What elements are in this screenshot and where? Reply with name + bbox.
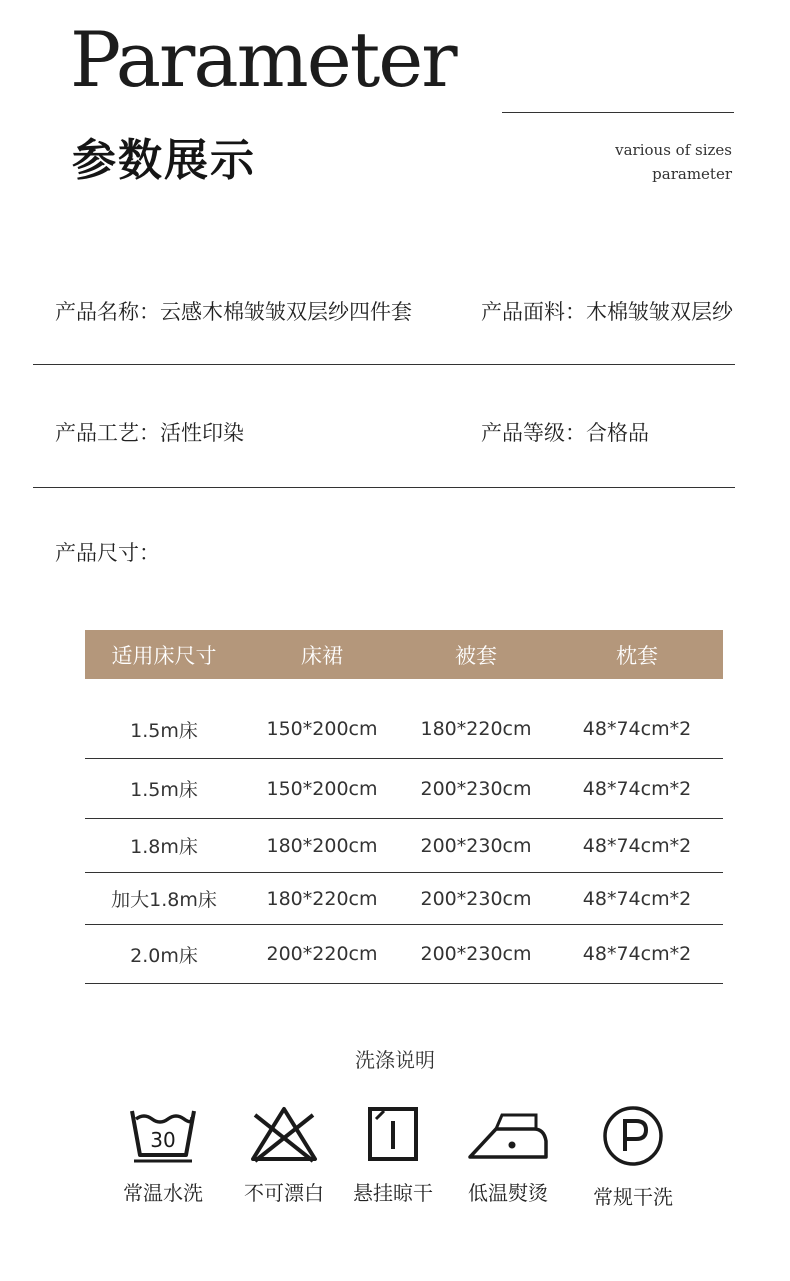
- table-row: [85, 759, 723, 819]
- subtitle-line-1: various of sizes: [615, 141, 732, 159]
- title-chinese: 参数展示: [72, 135, 256, 186]
- header-duvet-cover: 被套: [455, 643, 497, 668]
- title-english: Parameter: [70, 15, 456, 104]
- care-item-dry-clean: [578, 1105, 688, 1210]
- dry-clean-p-icon: [598, 1105, 668, 1167]
- cell-duvet-cover: 180*220cm: [420, 718, 532, 740]
- cell-bed-size: 1.5m床: [130, 779, 198, 801]
- cell-duvet-cover: 200*230cm: [420, 887, 532, 910]
- product-name: 产品名称：云感木棉皱皱双层纱四件套: [55, 300, 412, 324]
- table-row: [85, 700, 723, 759]
- care-label-hang-dry: 悬挂晾干: [353, 1181, 433, 1205]
- product-fabric: 产品面料：木棉皱皱双层纱: [481, 300, 733, 324]
- cell-bed-size: 1.5m床: [130, 719, 198, 742]
- divider-2: [33, 487, 735, 488]
- care-label-bleach: 不可漂白: [244, 1181, 324, 1205]
- table-row: [85, 819, 723, 873]
- care-label-wash: 常温水洗: [123, 1181, 203, 1205]
- cell-duvet-cover: 200*230cm: [420, 943, 532, 965]
- care-item-bleach: [229, 1105, 339, 1206]
- cell-duvet-cover: 200*230cm: [420, 834, 532, 857]
- cell-bed-skirt: 180*220cm: [266, 887, 378, 910]
- no-bleach-icon: [249, 1105, 319, 1163]
- cell-bed-skirt: 150*200cm: [266, 718, 378, 740]
- care-title: 洗涤说明: [355, 1048, 435, 1072]
- care-label-dry-clean: 常规干洗: [593, 1185, 673, 1209]
- cell-bed-size: 1.8m床: [130, 836, 198, 858]
- cell-bed-skirt: 180*200cm: [266, 834, 378, 857]
- header-pillowcase: 枕套: [616, 643, 658, 668]
- hang-dry-icon: [358, 1105, 428, 1163]
- cell-pillowcase: 48*74cm*2: [582, 718, 692, 740]
- divider-1: [33, 364, 735, 365]
- cell-bed-skirt: 200*220cm: [266, 943, 378, 965]
- header-bed-size: 适用床尺寸: [111, 643, 217, 668]
- product-size-label: 产品尺寸：: [55, 541, 160, 565]
- table-row: [85, 873, 723, 925]
- cell-pillowcase: 48*74cm*2: [582, 887, 692, 910]
- cell-pillowcase: 48*74cm*2: [582, 943, 692, 965]
- wash-temp-text: 30: [150, 1128, 176, 1152]
- size-table: [85, 630, 723, 984]
- wash-30-icon: [128, 1105, 198, 1163]
- subtitle-line-2: parameter: [652, 165, 732, 183]
- care-item-hang-dry: [338, 1105, 448, 1206]
- care-label-iron: 低温熨烫: [468, 1181, 548, 1205]
- header-subtitle: [615, 138, 732, 186]
- cell-bed-size: 2.0m床: [130, 944, 198, 967]
- header-bed-skirt: 床裙: [301, 643, 343, 668]
- cell-bed-skirt: 150*200cm: [266, 777, 378, 800]
- product-craft: 产品工艺：活性印染: [55, 421, 244, 445]
- table-row: [85, 925, 723, 984]
- cell-bed-size: 加大1.8m床: [111, 889, 217, 911]
- cell-duvet-cover: 200*230cm: [420, 777, 532, 800]
- iron-low-icon: [466, 1105, 550, 1163]
- product-grade: 产品等级：合格品: [481, 421, 649, 445]
- cell-pillowcase: 48*74cm*2: [582, 777, 692, 800]
- care-item-iron: [453, 1105, 563, 1206]
- care-item-wash: [108, 1105, 218, 1206]
- table-header: [85, 630, 723, 679]
- header-divider: [502, 112, 734, 113]
- cell-pillowcase: 48*74cm*2: [582, 834, 692, 857]
